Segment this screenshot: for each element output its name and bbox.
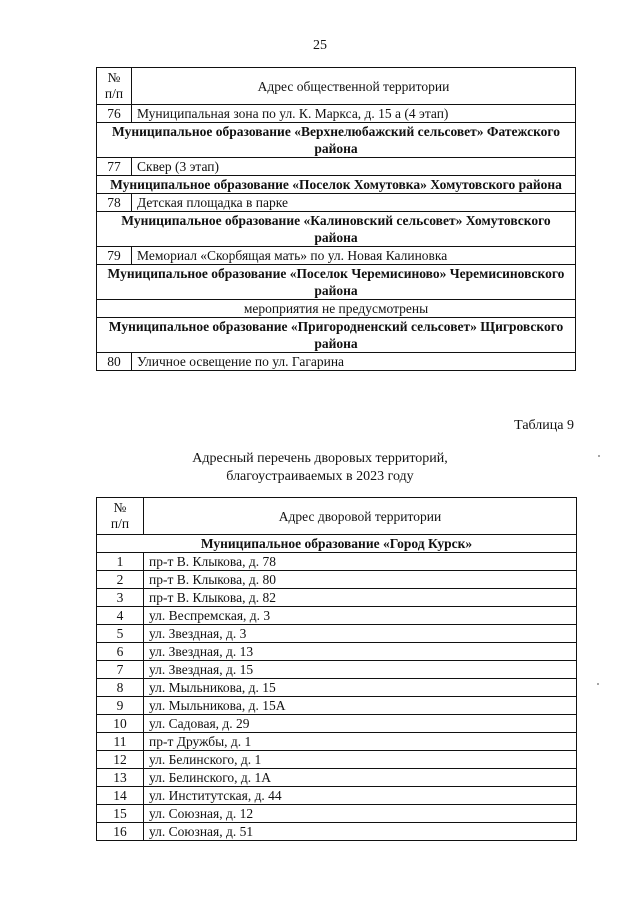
table-row: [97, 589, 577, 607]
row-address: ул. Белинского, д. 1: [144, 751, 577, 769]
note-row: [97, 300, 576, 318]
table-header-row: [97, 498, 577, 535]
row-number: 8: [97, 679, 144, 697]
row-address: пр-т Дружбы, д. 1: [144, 733, 577, 751]
header-address: Адрес дворовой территории: [144, 498, 577, 535]
row-address: пр-т В. Клыкова, д. 82: [144, 589, 577, 607]
table-row: [97, 769, 577, 787]
row-number: 11: [97, 733, 144, 751]
table-row: [97, 715, 577, 733]
row-address: ул. Веспремская, д. 3: [144, 607, 577, 625]
row-number: 14: [97, 787, 144, 805]
yard-territories-table: [96, 497, 577, 841]
public-territories-table: [96, 67, 576, 371]
row-number: 1: [97, 553, 144, 571]
table-row: [97, 661, 577, 679]
group-row: [97, 212, 576, 247]
table-title: Адресный перечень дворовых территорий, благоустраиваемых в 2023 году: [192, 451, 448, 484]
group-title: Муниципальное образование «Город Курск»: [97, 535, 577, 553]
header-num: [97, 68, 132, 105]
row-number: 12: [97, 751, 144, 769]
table-row: [97, 571, 577, 589]
group-title: Муниципальное образование «Поселок Хомутовка» Хомутовского района: [97, 176, 576, 194]
row-address: ул. Садовая, д. 29: [144, 715, 577, 733]
row-address: ул. Звездная, д. 13: [144, 643, 577, 661]
table-row: [97, 733, 577, 751]
table-row: [97, 751, 577, 769]
header-address: Адрес общественной территории: [132, 68, 576, 105]
scan-artifact: [598, 455, 600, 457]
table-row: [97, 697, 577, 715]
table-row: [97, 158, 576, 176]
group-row: [97, 265, 576, 300]
group-row: [97, 123, 576, 158]
row-address: ул. Мыльникова, д. 15А: [144, 697, 577, 715]
table-caption: Таблица 9: [514, 418, 574, 433]
row-address: Муниципальная зона по ул. К. Маркса, д. 15 а (4 этап): [132, 105, 576, 123]
row-number: 5: [97, 625, 144, 643]
row-number: 9: [97, 697, 144, 715]
table-row: [97, 607, 577, 625]
table-row: [97, 805, 577, 823]
row-address: Сквер (3 этап): [132, 158, 576, 176]
table-row: [97, 643, 577, 661]
row-address: Детская площадка в парке: [132, 194, 576, 212]
header-num-text: № п/п: [110, 500, 130, 531]
group-row: [97, 535, 577, 553]
table-row: [97, 679, 577, 697]
row-number: 16: [97, 823, 144, 841]
table-row: [97, 787, 577, 805]
table-row: [97, 823, 577, 841]
group-row: [97, 318, 576, 353]
table-row: [97, 105, 576, 123]
row-address: ул. Звездная, д. 3: [144, 625, 577, 643]
table-header-row: [97, 68, 576, 105]
row-number: 79: [97, 247, 132, 265]
table-row: [97, 247, 576, 265]
row-address: ул. Звездная, д. 15: [144, 661, 577, 679]
row-number: 13: [97, 769, 144, 787]
row-address: ул. Мыльникова, д. 15: [144, 679, 577, 697]
header-num: [97, 498, 144, 535]
row-address: ул. Институтская, д. 44: [144, 787, 577, 805]
row-number: 76: [97, 105, 132, 123]
group-title: Муниципальное образование «Поселок Черемисиново» Черемисиновского района: [97, 265, 576, 300]
row-number: 77: [97, 158, 132, 176]
row-number: 3: [97, 589, 144, 607]
row-number: 7: [97, 661, 144, 679]
row-address: ул. Союзная, д. 12: [144, 805, 577, 823]
table-row: [97, 353, 576, 371]
row-address: Уличное освещение по ул. Гагарина: [132, 353, 576, 371]
group-title: Муниципальное образование «Верхнелюбажский сельсовет» Фатежского района: [97, 123, 576, 158]
row-address: пр-т В. Клыкова, д. 80: [144, 571, 577, 589]
row-address: ул. Белинского, д. 1А: [144, 769, 577, 787]
row-number: 10: [97, 715, 144, 733]
note-text: мероприятия не предусмотрены: [97, 300, 576, 318]
header-num-text: № п/п: [104, 70, 124, 101]
scan-artifact: [597, 683, 599, 685]
row-number: 2: [97, 571, 144, 589]
row-address: ул. Союзная, д. 51: [144, 823, 577, 841]
row-number: 4: [97, 607, 144, 625]
row-address: Мемориал «Скорбящая мать» по ул. Новая Калиновка: [132, 247, 576, 265]
row-number: 6: [97, 643, 144, 661]
row-number: 80: [97, 353, 132, 371]
group-title: Муниципальное образование «Пригородненский сельсовет» Щигровского района: [97, 318, 576, 353]
table-row: [97, 625, 577, 643]
group-title: Муниципальное образование «Калиновский сельсовет» Хомутовского района: [97, 212, 576, 247]
row-number: 78: [97, 194, 132, 212]
group-row: [97, 176, 576, 194]
row-number: 15: [97, 805, 144, 823]
page-number: 25: [313, 38, 327, 53]
table-row: [97, 553, 577, 571]
row-address: пр-т В. Клыкова, д. 78: [144, 553, 577, 571]
table-row: [97, 194, 576, 212]
